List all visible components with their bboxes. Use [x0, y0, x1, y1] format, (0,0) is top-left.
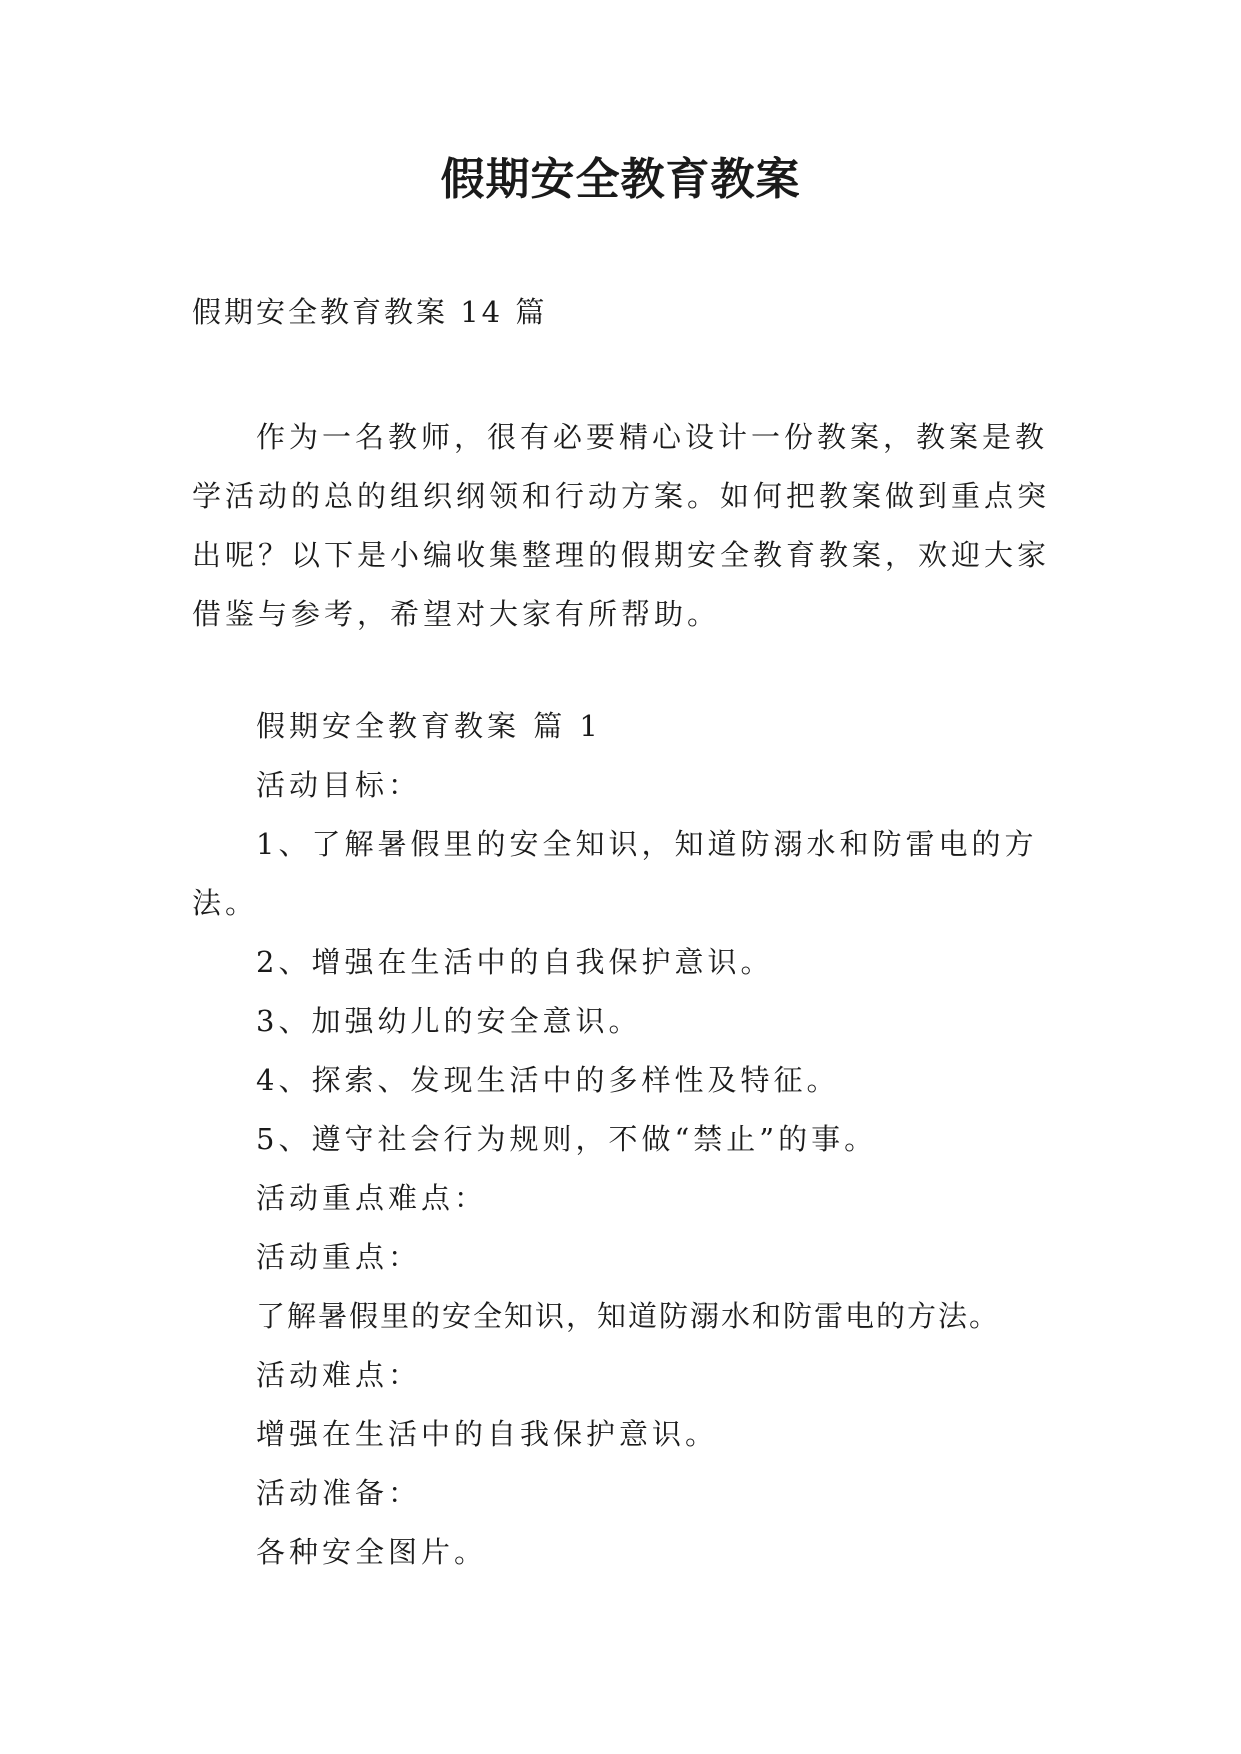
goal-item-4: 4、探索、发现生活中的多样性及特征。	[256, 1063, 840, 1097]
document-subtitle: 假期安全教育教案 14 篇	[192, 295, 548, 329]
section-heading: 假期安全教育教案 篇 1	[256, 709, 602, 743]
key-difficult-label: 活动重点难点：	[256, 1181, 488, 1215]
key-label: 活动重点：	[256, 1240, 422, 1274]
goal-item-3: 3、加强幼儿的安全意识。	[256, 1004, 642, 1038]
prep-text: 各种安全图片。	[256, 1535, 488, 1569]
key-text: 了解暑假里的安全知识，知道防溺水和防雷电的方法。	[256, 1299, 1001, 1333]
goal-item-1: 1、了解暑假里的安全知识，知道防溺水和防雷电的方法。	[192, 827, 1038, 920]
document-title: 假期安全教育教案	[440, 154, 801, 205]
goals-label: 活动目标：	[256, 768, 422, 802]
goal-item-2: 2、增强在生活中的自我保护意识。	[256, 945, 774, 979]
difficult-text: 增强在生活中的自我保护意识。	[256, 1417, 719, 1451]
prep-label: 活动准备：	[256, 1476, 422, 1510]
goal-item-5: 5、遵守社会行为规则，不做“禁止”的事。	[256, 1122, 878, 1156]
difficult-label: 活动难点：	[256, 1358, 422, 1392]
intro-paragraph: 作为一名教师，很有必要精心设计一份教案，教案是教学活动的总的组织纲领和行动方案。如何把教案做到重点突出呢？以下是小编收集整理的假期安全教育教案，欢迎大家借鉴与参考，希望对大家有所帮助。	[192, 420, 1051, 631]
section-1	[192, 697, 1072, 1582]
